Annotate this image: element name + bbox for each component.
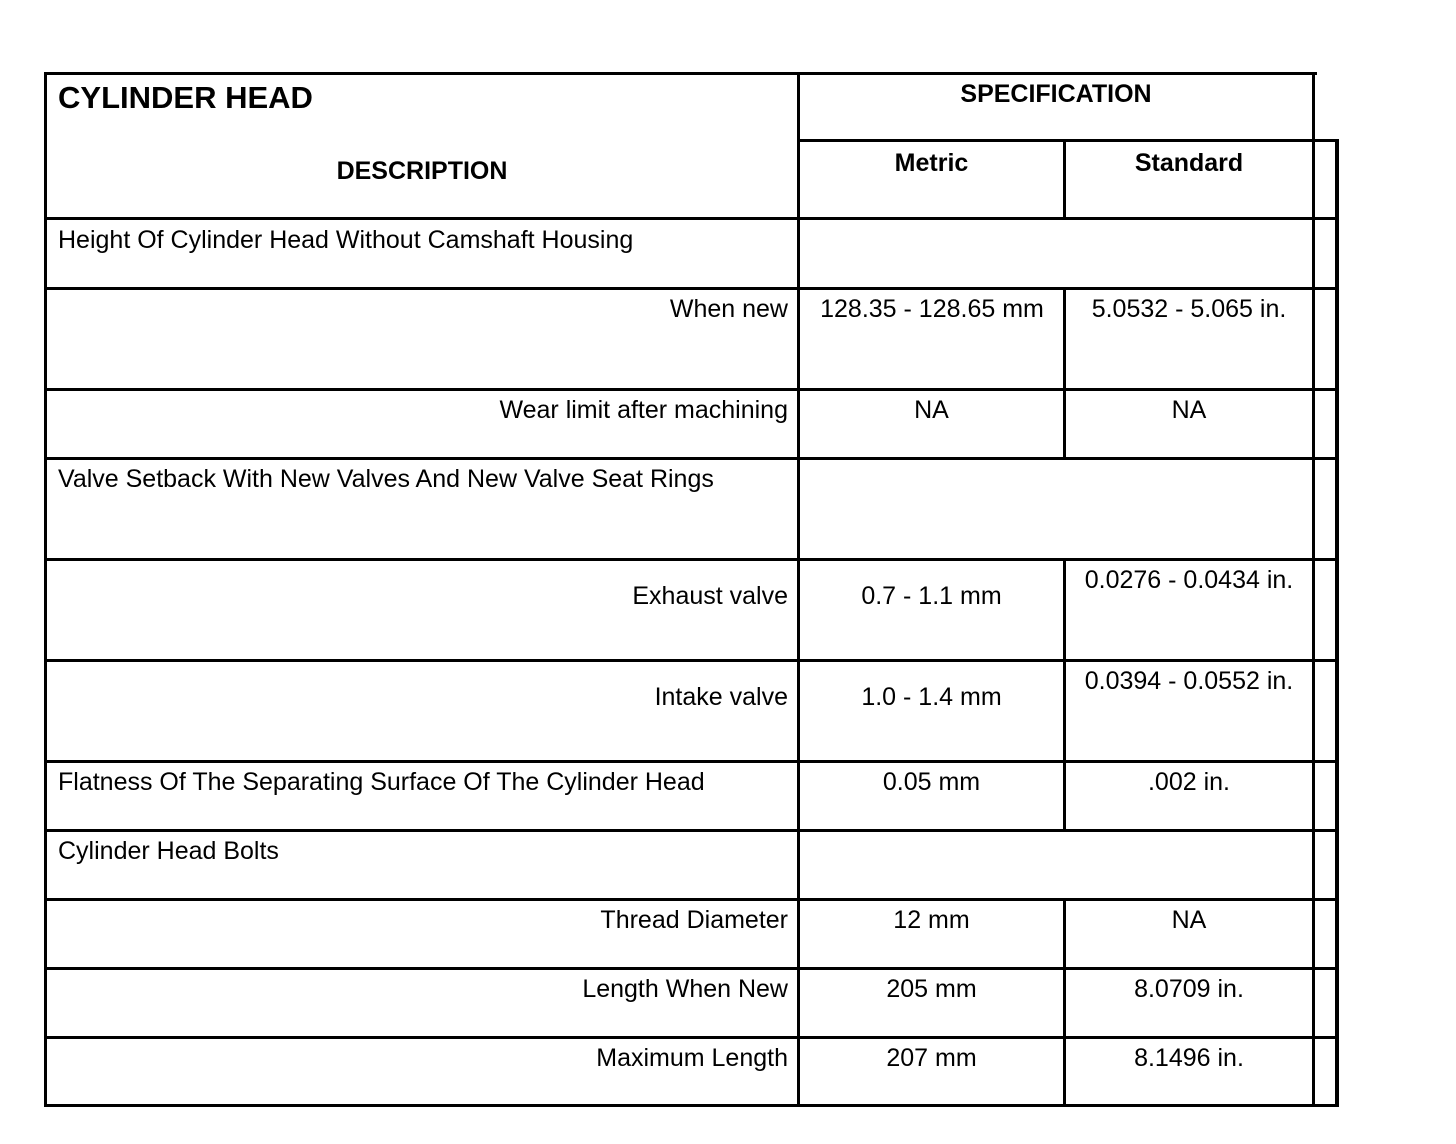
standard-header: Standard: [1134, 149, 1244, 177]
standard-value: 0.0276 - 0.0434 in.: [1084, 566, 1294, 594]
standard-value: 5.0532 - 5.065 in.: [1091, 295, 1287, 323]
table-border-right-outer: [1335, 139, 1339, 1107]
table-border-bottom: [44, 1104, 1339, 1107]
row-label: Height Of Cylinder Head Without Camshaft Housing: [58, 226, 634, 254]
row-line: [44, 457, 1339, 460]
table-border-left: [44, 72, 47, 1107]
standard-value: NA: [1171, 396, 1207, 424]
standard-value: NA: [1171, 906, 1207, 934]
standard-value: 8.1496 in.: [1134, 1044, 1244, 1072]
metric-value: 0.7 - 1.1 mm: [861, 582, 1002, 610]
standard-value: .002 in.: [1147, 768, 1230, 796]
metric-value: 0.05 mm: [882, 768, 981, 796]
row-label: Flatness Of The Separating Surface Of The Cylinder Head: [58, 768, 705, 796]
description-header: DESCRIPTION: [336, 157, 508, 185]
standard-value: 0.0394 - 0.0552 in.: [1084, 667, 1294, 695]
header-divider: [798, 139, 1339, 142]
metric-header: Metric: [894, 149, 969, 177]
metric-value: 12 mm: [893, 906, 970, 934]
row-label: Intake valve: [654, 683, 788, 711]
table-border-top: [44, 72, 1317, 75]
row-line: [44, 287, 1339, 290]
standard-value: 8.0709 in.: [1134, 975, 1244, 1003]
row-label: When new: [669, 295, 788, 323]
row-line: [44, 1036, 1339, 1039]
table-border-right-inner: [1312, 72, 1315, 1107]
row-label: Maximum Length: [596, 1044, 788, 1072]
row-label: Wear limit after machining: [499, 396, 788, 424]
metric-value: 128.35 - 128.65 mm: [820, 295, 1044, 323]
metric-value: 207 mm: [886, 1044, 977, 1072]
row-label: Exhaust valve: [632, 582, 788, 610]
specification-header: SPECIFICATION: [960, 80, 1152, 108]
header-bottom-line: [44, 217, 1339, 220]
row-label: Length When New: [582, 975, 788, 1003]
metric-value: 205 mm: [886, 975, 977, 1003]
row-label: Cylinder Head Bolts: [58, 837, 279, 865]
row-line: [44, 388, 1339, 391]
row-label: Valve Setback With New Valves And New Valve Seat Rings: [58, 465, 714, 493]
metric-value: 1.0 - 1.4 mm: [861, 683, 1002, 711]
row-line: [44, 760, 1339, 763]
row-label: Thread Diameter: [600, 906, 788, 934]
row-line: [44, 967, 1339, 970]
row-line: [44, 558, 1339, 561]
row-line: [44, 829, 1339, 832]
row-line: [44, 898, 1339, 901]
row-line: [44, 659, 1339, 662]
table-title: CYLINDER HEAD: [58, 80, 313, 115]
metric-value: NA: [914, 396, 949, 424]
